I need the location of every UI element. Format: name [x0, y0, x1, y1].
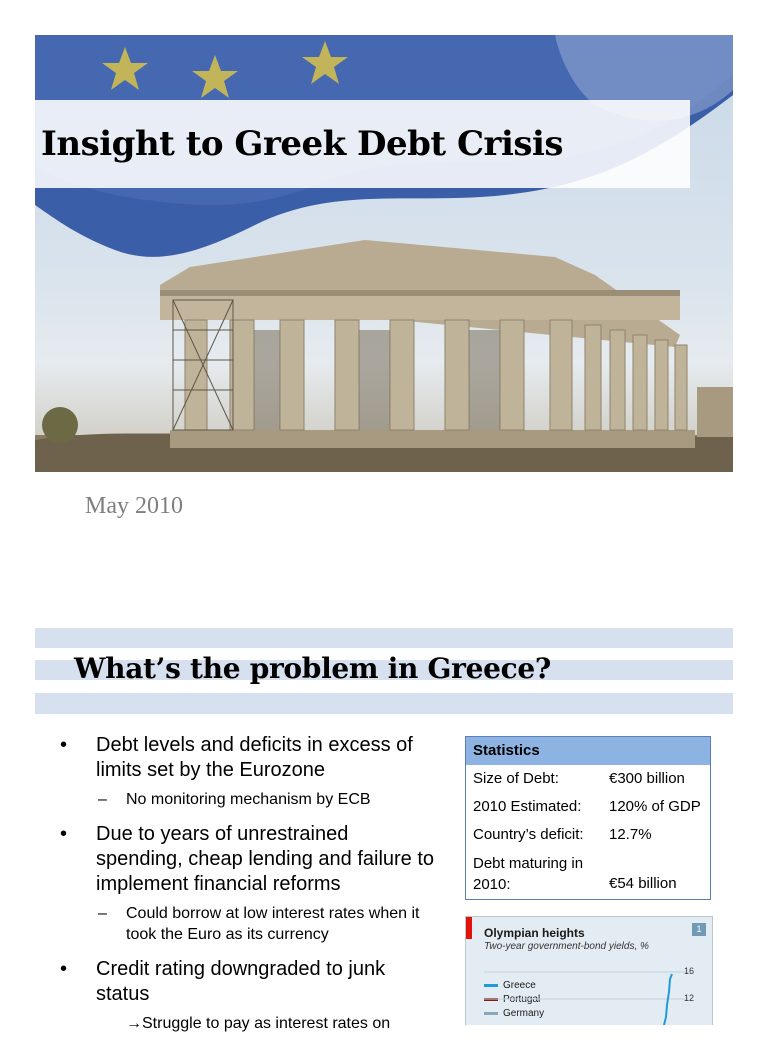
sub-bullet-text: No monitoring mechanism by ECB	[126, 791, 371, 808]
chart-title: Olympian heights	[484, 926, 585, 940]
y-tick-label: 12	[683, 993, 694, 1003]
bullet-dot-icon: •	[60, 823, 68, 845]
statistics-table	[465, 736, 711, 900]
legend-label: Greece	[503, 980, 536, 991]
statistics-row	[466, 849, 710, 897]
sub-bullet-item	[60, 903, 440, 945]
statistics-label: Size of Debt:	[473, 770, 559, 787]
statistics-value: €300 billion	[609, 770, 685, 787]
bullet-item	[60, 733, 440, 783]
bullet-dot-icon: •	[60, 958, 68, 980]
statistics-value: 120% of GDP	[609, 798, 701, 815]
statistics-label: 2010 Estimated:	[473, 798, 582, 815]
slide-heading: What’s the problem in Greece?	[74, 652, 552, 685]
chart-number-badge: 1	[692, 923, 706, 936]
title-band	[35, 100, 690, 188]
bullet-list	[60, 733, 440, 1046]
statistics-row	[466, 821, 710, 849]
header-stripe	[35, 628, 733, 648]
sub-bullet-text: →Struggle to pay as interest rates on	[126, 1015, 391, 1032]
chart-plot-area	[466, 917, 712, 1025]
legend-label: Germany	[503, 1008, 545, 1019]
sub-bullet-text: Could borrow at low interest rates when it took the Euro as its currency	[126, 905, 420, 943]
chart-subtitle: Two-year government-bond yields, %	[484, 941, 649, 952]
dash-icon: –	[98, 905, 107, 922]
legend-label: Portugal	[503, 994, 541, 1005]
slide-date: May 2010	[85, 493, 183, 519]
statistics-label: Debt maturing in 2010:	[473, 855, 584, 893]
dash-icon: –	[98, 791, 107, 808]
statistics-value: €54 billion	[609, 875, 677, 892]
bullet-item	[60, 957, 440, 1007]
y-tick-label: 16	[683, 966, 694, 976]
bullet-item	[60, 822, 440, 897]
statistics-row	[466, 765, 710, 793]
statistics-heading: Statistics	[466, 737, 710, 765]
bond-yield-chart	[465, 916, 713, 1025]
statistics-row	[466, 793, 710, 821]
statistics-label: Country’s deficit:	[473, 826, 584, 843]
bullet-text: Debt levels and deficits in excess of limits set by the Eurozone	[96, 734, 413, 781]
sub-bullet-item	[60, 789, 440, 810]
slide-title: Insight to Greek Debt Crisis	[41, 124, 564, 164]
bullet-text: Credit rating downgraded to junk status	[96, 958, 386, 1005]
header-stripe	[35, 693, 733, 714]
bullet-dot-icon: •	[60, 734, 68, 756]
statistics-value: 12.7%	[609, 826, 652, 843]
bullet-text: Due to years of unrestrained spending, cheap lending and failure to implement financial reforms	[96, 823, 435, 895]
